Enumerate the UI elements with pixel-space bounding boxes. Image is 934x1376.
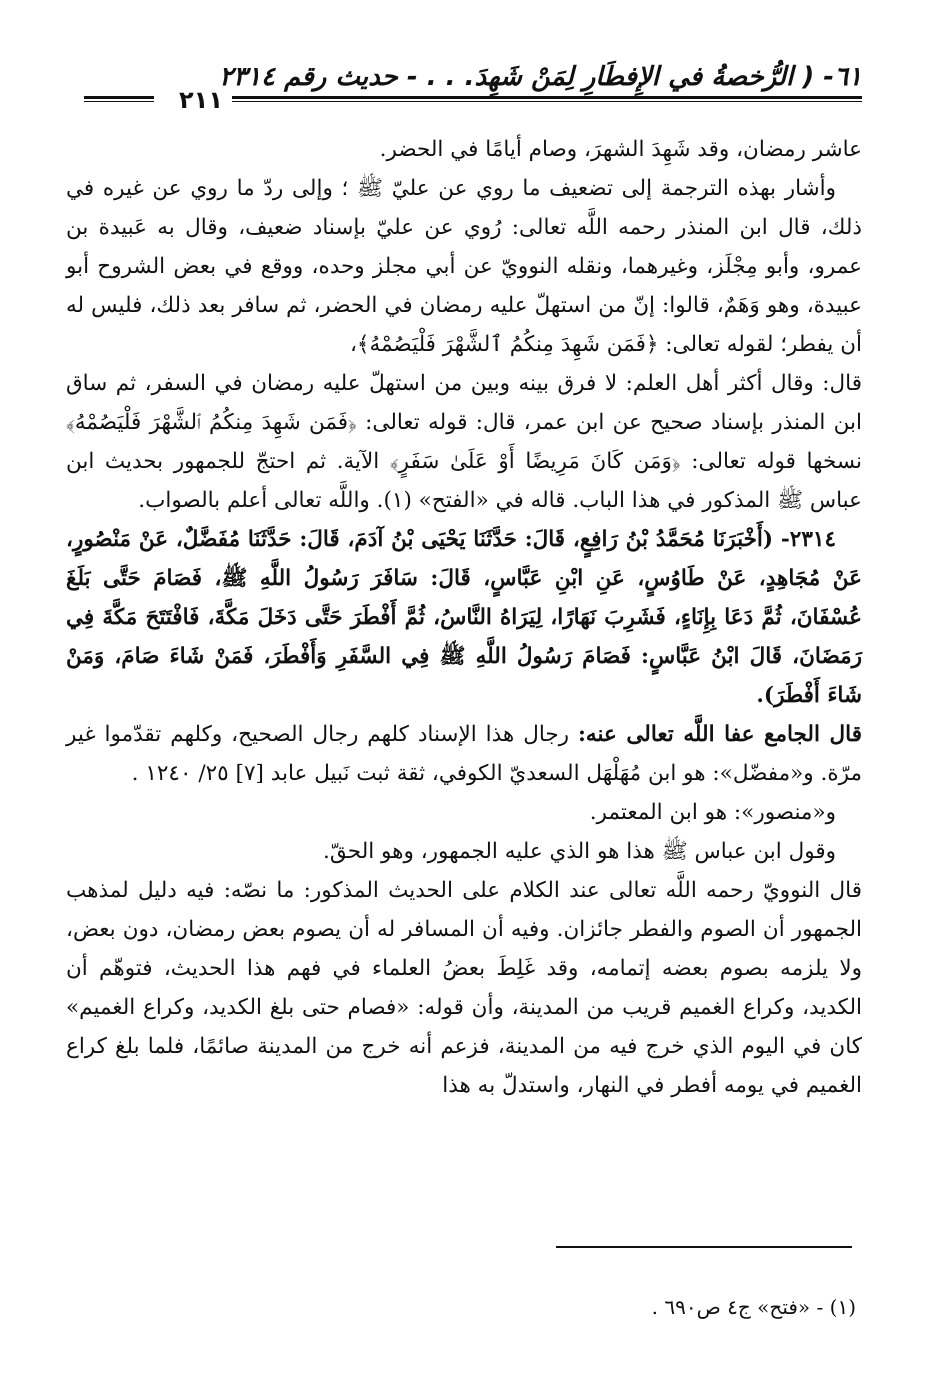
paragraph: و«منصور»: هو ابن المعتمر.: [589, 800, 836, 825]
paragraph: قال: وقال أكثر أهل العلم: لا فرق بينه وبين من استهلّ عليه رمضان في السفر، ثم ساق ابن المنذر بإسناد صحيح عن ابن عمر، قال: قوله تعالى: ﴿فَمَن شَهِدَ مِنكُمُ ٱلشَّهْرَ فَلْيَصُمْهُ﴾ نسخها قوله تعالى: ﴿وَمَن كَانَ مَرِيضًا أَوْ عَلَىٰ سَفَرٍ﴾ الآية. ثم احتجّ للجمهور بحديث ابن عباس ﷺ المذكور في هذا الباب. قاله في «الفتح» (١). واللَّه تعالى أعلم بالصواب.: [66, 371, 862, 513]
paragraph: وأشار بهذه الترجمة إلى تضعيف ما روي عن عليّ ﷺ ؛ وإلى ردّ ما روي عن غيره في ذلك، قال ابن المنذر رحمه اللَّه تعالى: رُوي عن عليّ بإسناد ضعيف، وقال به عَبيدة بن عمرو، وأبو مِجْلَز، وغيرهما، ونقله النوويّ عن أبي مجلز وحده، ووقع في بعض الشروح أبو عبيدة، وهو وَهَمٌ، قالوا: إنّ من استهلّ عليه رمضان في الحضر، ثم سافر بعد ذلك، فليس له أن يفطر؛ لقوله تعالى: ﴿فَمَن شَهِدَ مِنكُمُ ٱلشَّهْرَ فَلْيَصُمْهُ﴾،: [66, 176, 862, 357]
commentary-paragraph: [66, 715, 862, 793]
page-number: ٢١١: [179, 86, 223, 114]
paragraph: قال النوويّ رحمه اللَّه تعالى عند الكلام على الحديث المذكور: ما نصّه: فيه دليل لمذهب الجمهور أن الصوم والفطر جائزان. وفيه أن المسافر له أن يصوم بعض رمضان، دون بعض، ولا يلزمه بصوم بعضه إتمامه، وقد غَلِطَ بعضُ العلماء في فهم هذا الحديث، فتوهّم أن الكديد، وكراع الغميم قريب من المدينة، وأن قوله: «فصام حتى بلغ الكديد، وكراع الغميم» كان في اليوم الذي خرج فيه من المدينة، فزعم أنه خرج من المدينة صائمًا، فلما بلغ كراع الغميم في يومه أفطر في النهار، واستدلّ به هذا: [66, 878, 862, 1098]
commentary-text: رجال هذا الإسناد كلهم رجال الصحيح، وكلهم تقدّموا غير مرّة. و«مفضّل»: هو ابن مُهَلْهَل السعديّ الكوفي، ثقة ثبت نَبيل عابد [٧] ٢٥/ ١٢٤٠ .: [66, 722, 862, 786]
chapter-title: ٦١- ( الرُّخصةُ في الإِفطَارِ لِمَنْ شَهِدَ. . . - حديث رقم ٢٣١٤: [219, 62, 862, 92]
main-text: [66, 130, 862, 1105]
header-rule-left: [84, 96, 154, 102]
paragraph: عاشر رمضان، وقد شَهِدَ الشهرَ، وصام أيامًا في الحضر.: [379, 137, 862, 162]
header-rule: [232, 96, 862, 102]
footnote: (١) - «فتح» ج٤ ص٦٩٠ .: [651, 1295, 856, 1319]
running-header: [70, 58, 862, 114]
hadith-text: ٢٣١٤- (أَخْبَرَنَا مُحَمَّدُ بْنُ رَافِعٍ، قَالَ: حَدَّثَنَا يَحْيَى بْنُ آدَمَ، قَالَ: حَدَّثَنَا مُفَضَّلٌ، عَنْ مَنْصُورٍ، عَنْ مُجَاهِدٍ، عَنْ طَاوُسٍ، عَنِ ابْنِ عَبَّاسٍ، قَالَ: سَافَرَ رَسُولُ اللَّهِ ﷺ، فَصَامَ حَتَّى بَلَغَ عُسْفَانَ، ثُمَّ دَعَا بِإِنَاءٍ، فَشَرِبَ نَهَارًا، لِيَرَاهُ النَّاسُ، ثُمَّ أَفْطَرَ حَتَّى دَخَلَ مَكَّةَ، فَافْتَتَحَ مَكَّةَ فِي رَمَضَانَ، قَالَ ابْنُ عَبَّاسٍ: فَصَامَ رَسُولُ اللَّهِ ﷺ فِي السَّفَرِ وَأَفْطَرَ، فَمَنْ شَاءَ صَامَ، وَمَنْ شَاءَ أَفْطَرَ).: [66, 527, 862, 708]
paragraph: وقول ابن عباس ﷺ هذا هو الذي عليه الجمهور، وهو الحقّ.: [323, 839, 836, 864]
commentary-lead: قال الجامع عفا اللَّه تعالى عنه:: [578, 722, 862, 747]
footnote-divider: [556, 1246, 852, 1248]
